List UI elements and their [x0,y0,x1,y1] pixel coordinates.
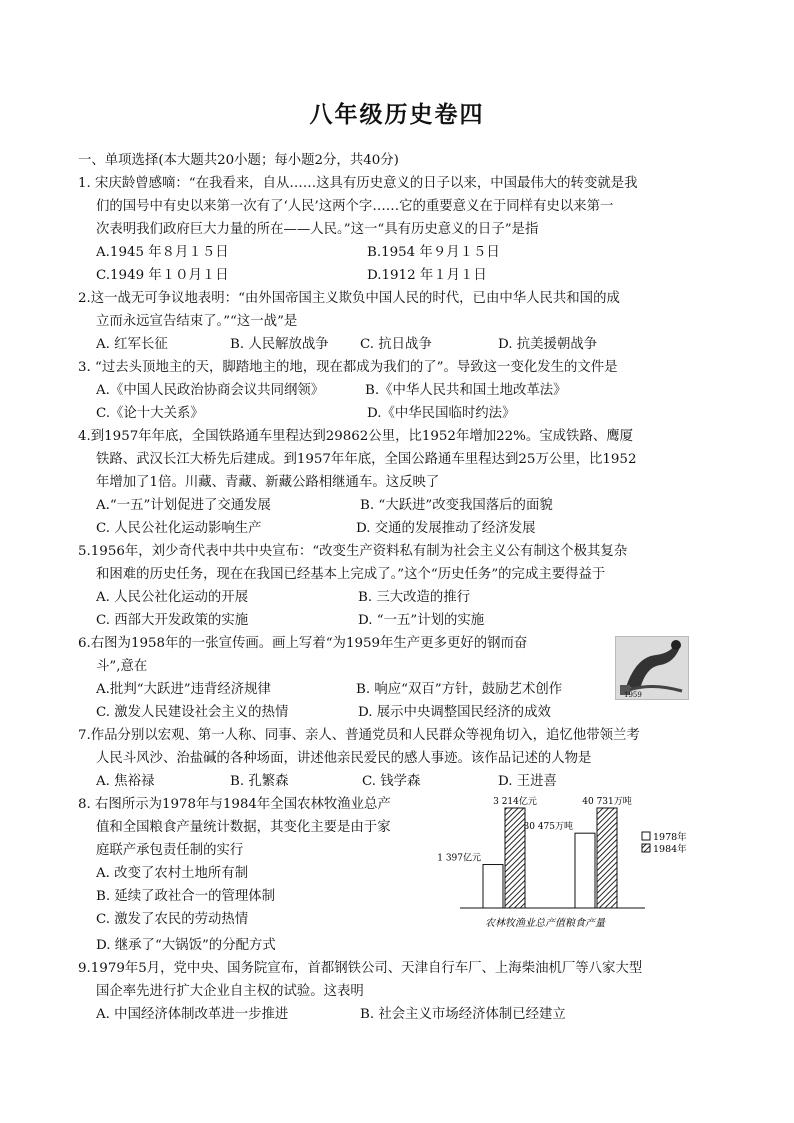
q4-line-2: 铁路、武汉长江大桥先后建成。到1957年年底，全国公路通车里程达到25万公里，比1952 [96,452,637,467]
q4-option-a[interactable]: A.“一五”计划促进了交通发展 [96,498,271,513]
q8-line-1: 8. 右图所示为1978年与1984年全国农林牧渔业总产 [78,797,391,812]
q2-line-2: 立而永远宣告结束了。”“这一战”是 [96,314,298,329]
q1-line-2: 们的国号中有史以来第一次有了‘人民’这两个字……它的重要意义在于同样有史以来第一 [96,199,614,214]
q2-option-c[interactable]: C. 抗日战争 [360,337,432,352]
q9-option-a[interactable]: A. 中国经济体制改革进一步推进 [96,1007,289,1022]
q1-option-b[interactable]: B.1954 年９月１５日 [367,245,500,260]
q5-option-d[interactable]: D. “一五”计划的实施 [358,613,485,628]
q3-option-d[interactable]: D.《中华民国临时约法》 [367,406,516,421]
bar-value-label: 40 731万吨 [582,797,632,807]
q1-line-3: 次表明我们政府巨大力量的所在——人民。”这一“具有历史意义的日子”是指 [96,222,539,237]
bar-1984年-1 [597,808,617,908]
q3-option-c[interactable]: C.《论十大关系》 [96,406,204,421]
propaganda-poster-image [615,636,689,700]
chart-x-label: 农林牧渔业总产值粮食产量 [485,918,605,929]
q5-option-a[interactable]: A. 人民公社化运动的开展 [96,590,249,605]
q8-option-d[interactable]: D. 继承了“大锅饭”的分配方式 [96,938,276,953]
q8-option-a[interactable]: A. 改变了农村土地所有制 [96,866,249,881]
q9-option-b[interactable]: B. 社会主义市场经济体制已经建立 [360,1007,566,1022]
legend-swatch-0 [642,832,650,840]
q4-line-3: 年增加了1倍。川藏、青藏、新藏公路相继通车。这反映了 [96,475,440,490]
q6-option-a[interactable]: A.批判“大跃进”违背经济规律 [96,682,271,697]
legend-label-1: 1984年 [653,844,687,855]
poster-caption: 1959 [624,691,642,699]
bar-value-label: 1 397亿元 [437,853,481,864]
legend-swatch-1 [642,844,650,852]
q8-line-3: 庭联产承包责任制的实行 [96,843,244,858]
q8-option-c[interactable]: C. 激发了农民的劳动热情 [96,912,249,927]
q7-option-c[interactable]: C. 钱学森 [362,774,421,789]
q6-line-1: 6.右图为1958年的一张宣传画。画上写着“为1959年生产更多更好的钢而奋 [78,636,528,651]
legend-label-0: 1978年 [653,832,687,843]
q7-option-b[interactable]: B. 孔繁森 [230,774,289,789]
bar-1984年-0 [505,808,525,908]
q8-line-2: 值和全国粮食产量统计数据，其变化主要是由于家 [96,820,391,835]
q4-option-c[interactable]: C. 人民公社化运动影响生产 [96,521,262,536]
bar-1978年-1 [575,833,595,908]
q1-option-d[interactable]: D.1912 年１月１日 [367,268,487,283]
q6-option-d[interactable]: D. 展示中央调整国民经济的成效 [358,705,551,720]
production-bar-chart [437,790,690,930]
q6-line-2: 斗”,意在 [96,659,148,674]
q2-option-b[interactable]: B. 人民解放战争 [230,337,329,352]
q5-line-2: 和困难的历史任务，现在在我国已经基本上完成了。”这个“历史任务”的完成主要得益于 [96,567,606,582]
q5-option-c[interactable]: C. 西部大开发政策的实施 [96,613,249,628]
q9-line-2: 国企率先进行扩大企业自主权的试验。这表明 [96,984,364,999]
q4-line-1: 4.到1957年年底，全国铁路通车里程达到29862公里，比1952年增加22%。宝成铁路、鹰厦 [78,429,634,444]
q4-option-b[interactable]: B. “大跃进”改变我国落后的面貌 [360,498,553,513]
q7-option-a[interactable]: A. 焦裕禄 [96,774,155,789]
q3-line-1: 3. “过去头顶地主的天，脚踏地主的地，现在都成为我们的了”。导致这一变化发生的文件是 [78,360,618,375]
q4-option-d[interactable]: D. 交通的发展推动了经济发展 [356,521,536,536]
q9-line-1: 9.1979年5月，党中央、国务院宣布，首都钢铁公司、天津自行车厂、上海柴油机厂等八家大型 [78,961,643,976]
q2-option-a[interactable]: A. 红军长征 [96,337,168,352]
q7-line-2: 人民斗风沙、治盐碱的各种场面，讲述他亲民爱民的感人事迹。该作品记述的人物是 [96,751,592,766]
q3-option-b[interactable]: B.《中华人民共和国土地改革法》 [365,383,567,398]
q8-option-b[interactable]: B. 延续了政社合一的管理体制 [96,889,276,904]
q1-option-c[interactable]: C.1949 年１０月１日 [96,268,229,283]
section-heading: 一、单项选择(本大题共20小题；每小题2分，共40分) [78,153,399,168]
q5-line-1: 5.1956年，刘少奇代表中共中央宣布：“改变生产资料私有制为社会主义公有制这个极其复杂 [78,544,628,559]
q1-option-a[interactable]: A.1945 年８月１５日 [96,245,229,260]
bar-1978年-0 [483,865,503,908]
q3-option-a[interactable]: A.《中国人民政治协商会议共同纲领》 [96,383,325,398]
bar-value-label: 30 475万吨 [523,822,573,833]
page-title: 八年级历史卷四 [309,101,485,128]
q6-option-b[interactable]: B. 响应“双百”方针，鼓励艺术创作 [356,682,563,697]
q1-line-1: 1. 宋庆龄曾感嘀：“在我看来，自从……这具有历史意义的日子以来，中国最伟大的转变就是我 [78,176,638,191]
bar-value-label: 3 214亿元 [493,797,537,807]
q6-option-c[interactable]: C. 激发人民建设社会主义的热情 [96,705,289,720]
q7-line-1: 7.作品分别以宏观、第一人称、同事、亲人、普通党员和人民群众等视角切入，追忆他带领兰考 [78,728,640,743]
q7-option-d[interactable]: D. 王进喜 [498,774,557,789]
q2-line-1: 2.这一战无可争议地表明：“由外国帝国主义欺负中国人民的时代，已由中华人民共和国的成 [78,291,620,306]
q5-option-b[interactable]: B. 三大改造的推行 [358,590,471,605]
poster-artwork [616,637,688,699]
q2-option-d[interactable]: D. 抗美援朝战争 [498,337,598,352]
